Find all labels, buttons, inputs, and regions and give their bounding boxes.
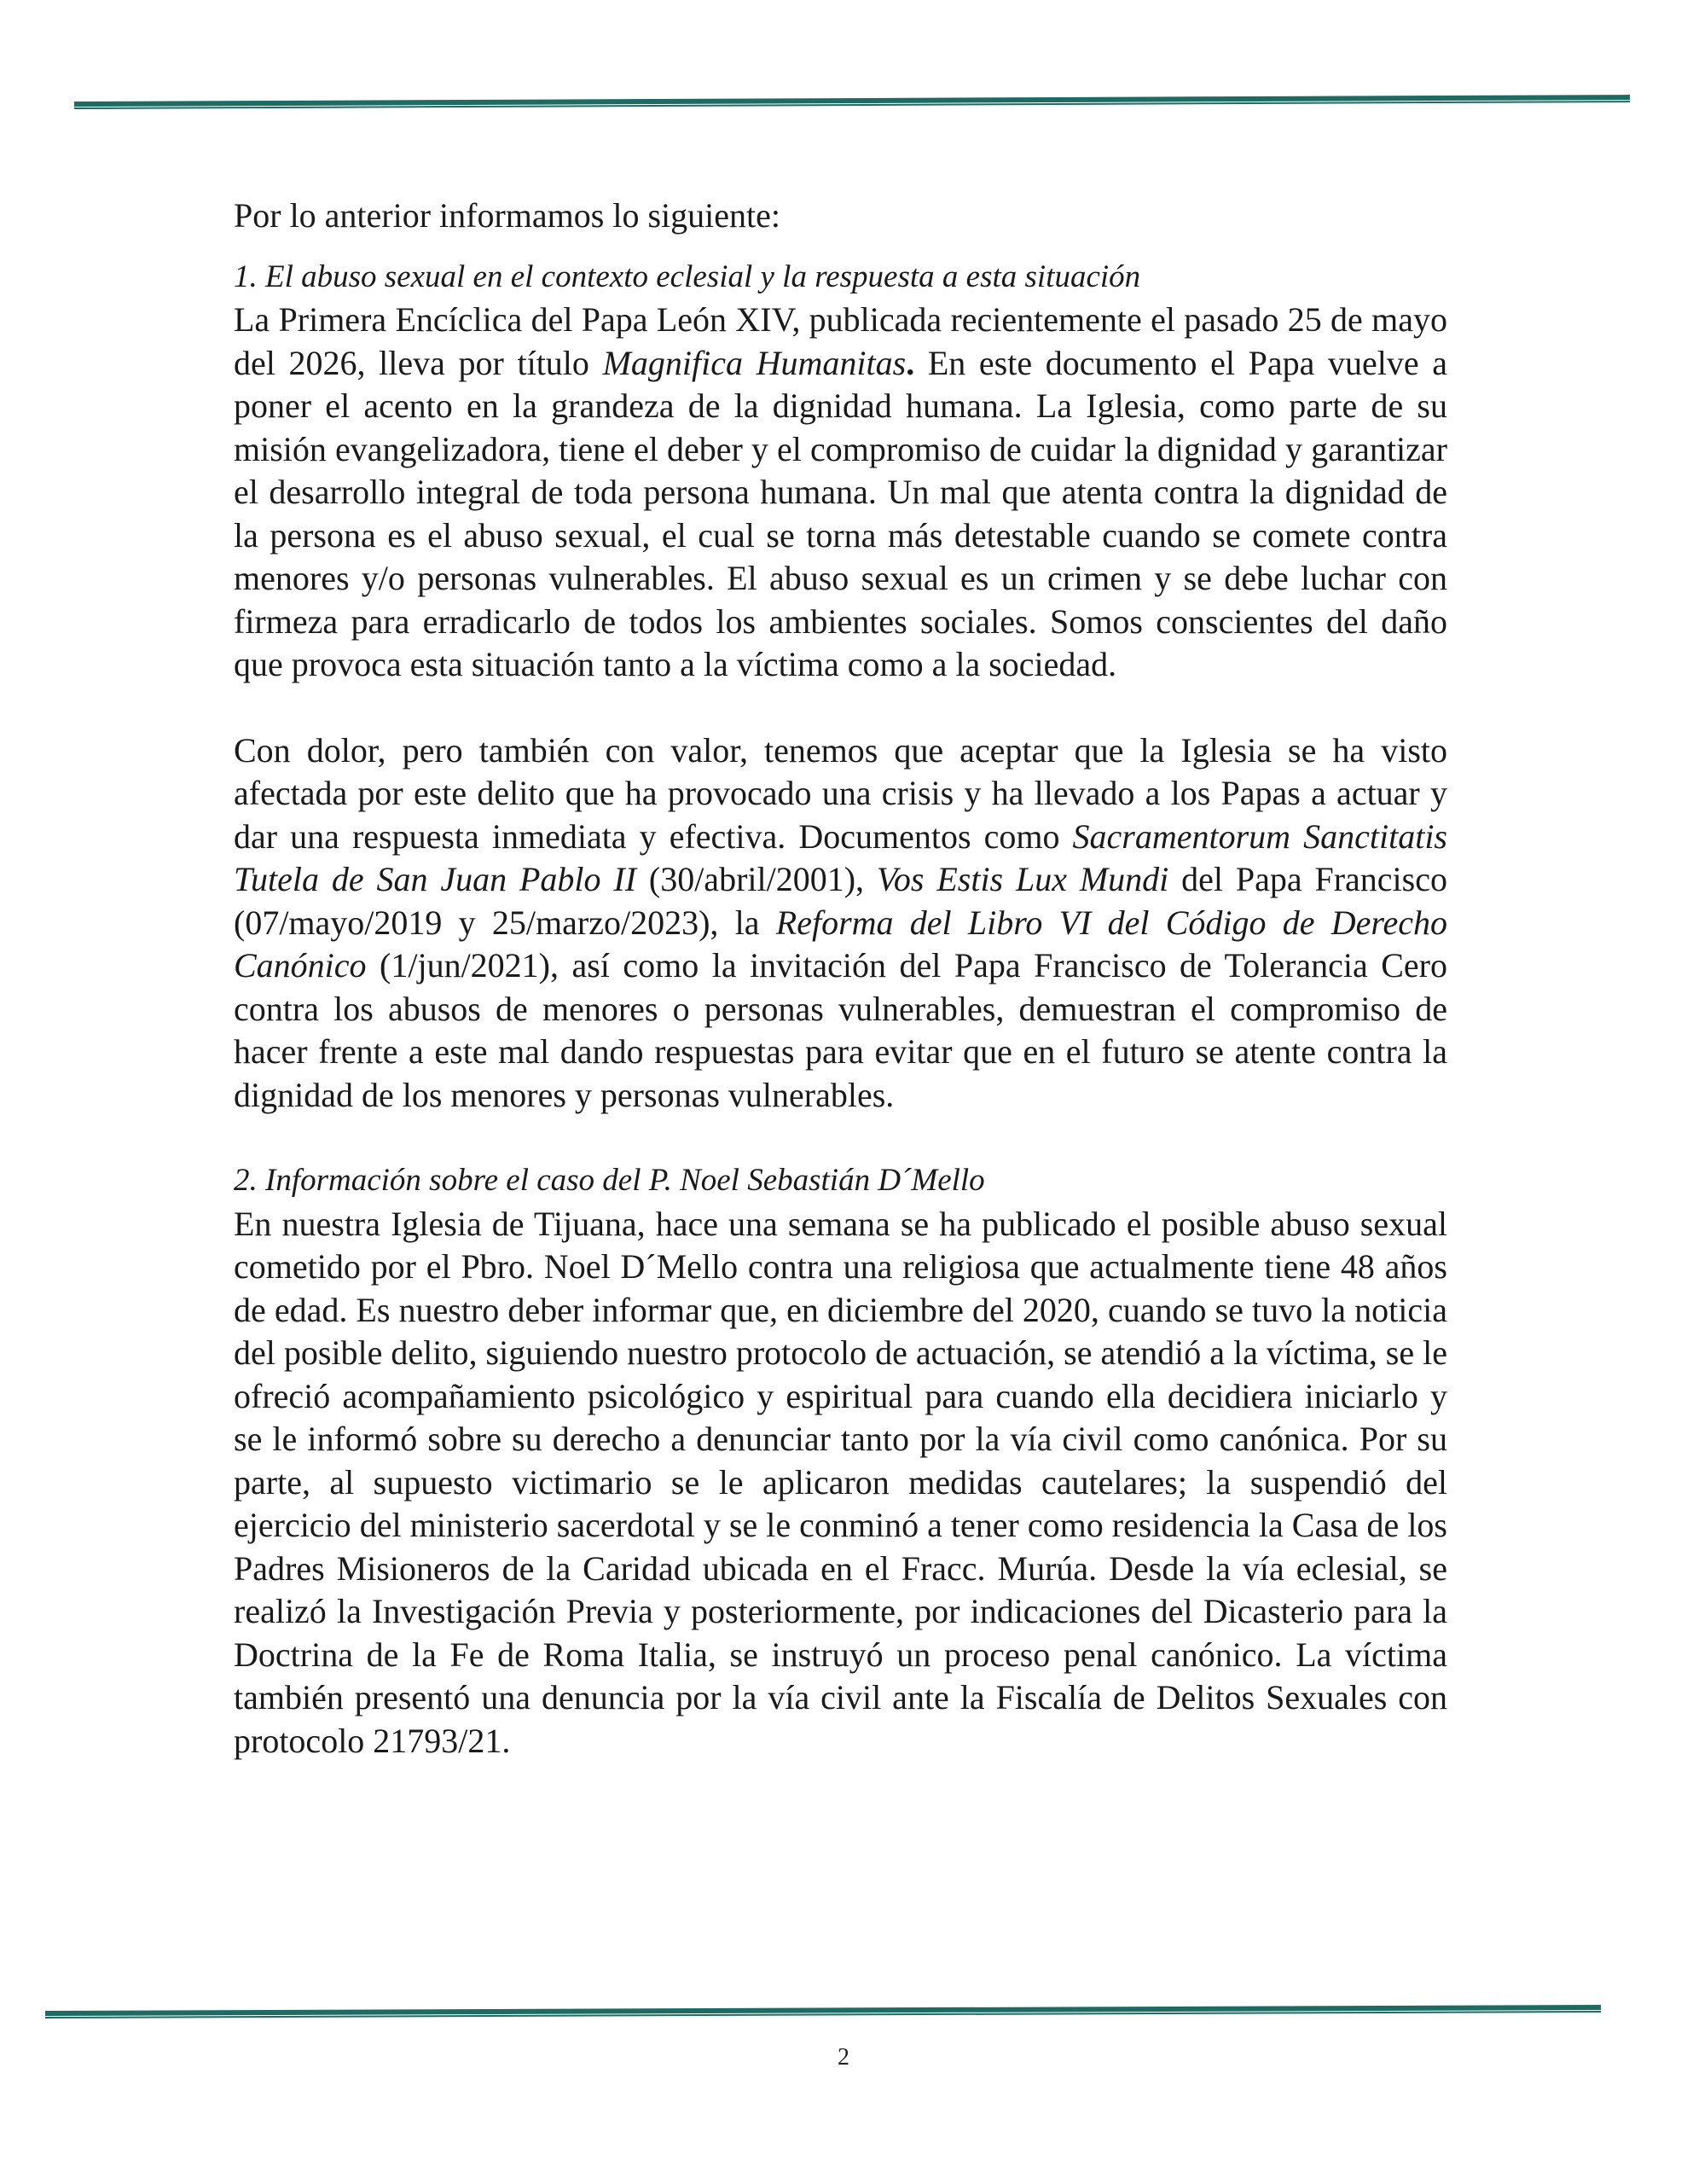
text-run: (30/abril/2001), [636,860,877,898]
page-number: 2 [838,2044,849,2071]
section-1-paragraph-2 [234,729,1447,1118]
document-body [234,195,1447,1763]
text-run: En este documento el Papa vuelve a poner el acento en la grandeza de la dignidad humana. La Iglesia, como parte de su misión evangelizadora, tiene el deber y el compromiso de cuidar la dignidad y garantizar el desarrollo integral de toda persona humana. Un mal que atenta contra la dignidad de la persona es el abuso sexual, el cual se torna más detestable cuando se comete contra menores y/o personas vulnerables. El abuso sexual es un crimen y se debe luchar con firmeza para erradicarlo de todos los ambientes sociales. Somos conscientes del daño que provoca esta situación tanto a la víctima como a la sociedad. [234,343,1447,683]
section-1-paragraph-1 [234,299,1447,687]
paragraph-gap [234,1117,1447,1159]
footer-rule [45,2005,1601,2019]
text-run: del Papa Francisco (07/mayo/2019 y 25/marzo/2023), la [234,860,1447,942]
title-period: . [906,343,915,382]
paragraph-gap [234,687,1447,729]
document-title-vos-estis: Vos Estis Lux Mundi [876,860,1169,898]
section-1-heading: 1. El abuso sexual en el contexto eclesial y la respuesta a esta situación [234,258,1141,294]
section-2-paragraph-1: En nuestra Iglesia de Tijuana, hace una semana se ha publicado el posible abuso sexual cometido por el Pbro. Noel D´Mello contra una religiosa que actualmente tiene 48 años de edad. Es nuestro deber informar que, en diciembre del 2020, cuando se tuvo la noticia del posible delito, siguiendo nuestro protocolo de actuación, se atendió a la víctima, se le ofreció acompañamiento psicológico y espiritual para cuando ella decidiera iniciarlo y se le informó sobre su derecho a denunciar tanto por la vía civil como canónica. Por su parte, al supuesto victimario se le aplicaron medidas cautelares; la suspendió del ejercicio del ministerio sacerdotal y se le conminó a tener como residencia la Casa de los Padres Misioneros de la Caridad ubicada en el Fracc. Murúa. Desde la vía eclesial, se realizó la Investigación Previa y posteriormente, por indicaciones del Dicasterio para la Doctrina de la Fe de Roma Italia, se instruyó un proceso penal canónico. La víctima también presentó una denuncia por la vía civil ante la Fiscalía de Delitos Sexuales con protocolo 21793/21. [234,1204,1447,1760]
document-title-reforma: Reforma del Libro VI del Código de Derecho Canónico [234,903,1447,985]
header-rule [74,95,1630,110]
section-2-heading: 2. Información sobre el caso del P. Noel Sebastián D´Mello [234,1163,985,1198]
encyclical-title: Magnifica Humanitas [602,343,907,382]
intro-paragraph: Por lo anterior informamos lo siguiente: [234,196,780,235]
document-title-sacramentorum: Sacramentorum Sanctitatis Tutela de San Juan Pablo II [234,816,1447,898]
text-run: (1/jun/2021), así como la invitación del Papa Francisco de Tolerancia Cero contra los abusos de menores o personas vulnerables, demuestran el compromiso de hacer frente a este mal dando respuestas para evitar que en el futuro se atente contra la dignidad de los menores y personas vulnerables. [234,946,1447,1114]
text-run: La Primera Encíclica del Papa León XIV, publicada recientemente el pasado 25 de mayo del 2026, lleva por título [234,300,1447,382]
text-run: Con dolor, pero también con valor, tenemos que aceptar que la Iglesia se ha visto afectada por este delito que ha provocado una crisis y ha llevado a los Papas a actuar y dar una respuesta inmediata y efectiva. Documentos como [234,730,1447,856]
